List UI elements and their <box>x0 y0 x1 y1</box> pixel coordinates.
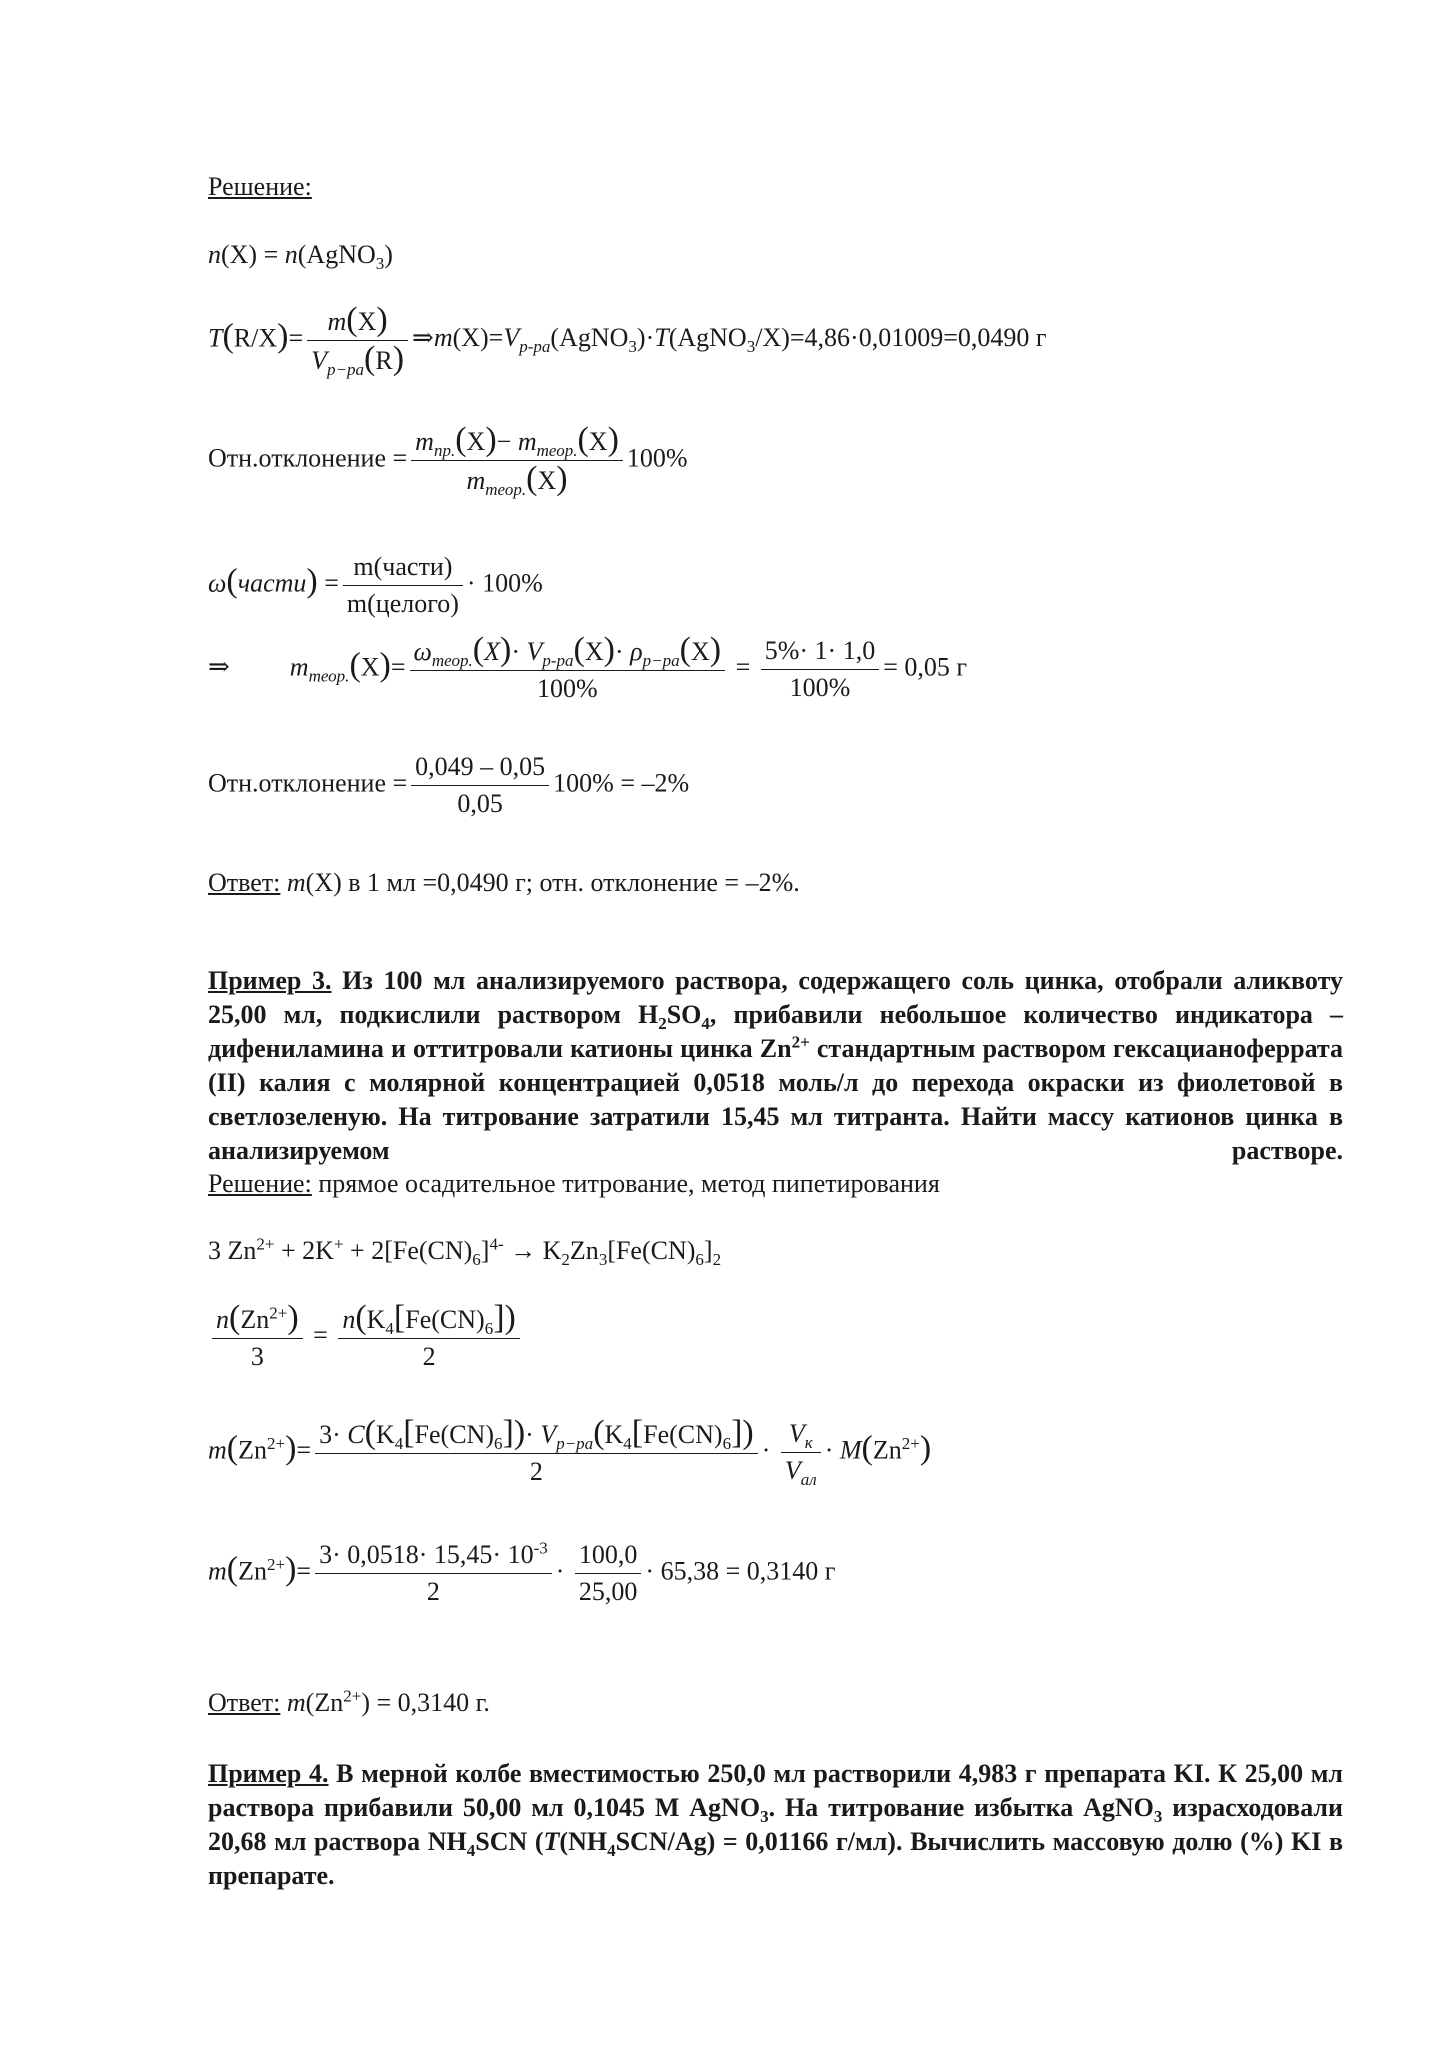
example-3-statement: Пример 3. Из 100 мл анализируемого раствора, содержащего соль цинка, отобрали аликвоту 25,00 мл, подкислили раствором $H_2SO_4$, прибавили небольшое количество индикатора – дифениламина и оттитровали катионы цинка $Zn^{2+}$ стандартным раствором гексацианоферрата (II) калия с молярной концентрацией 0,0518 моль/л до перехода окраски из фиолетовой в светлозеленую. На титрование затратили 15,45 мл титранта. Найти массу катионов цинка в анализируемом растворе. <box>208 966 1344 1165</box>
deviation-calc: Отн.отклонение = $\frac{0,049 - 0,05}{0,05}$ 100% = –2% <box>208 752 690 818</box>
mass-formula: $m(Zn^{2+})=$ $\frac{3\cdot C(K_4[Fe(CN)_6])\cdot V_{р-ра}(K_4[Fe(CN)_6])}{2}$ · $\frac{V_к}{V_{ал}}$ · $M(Zn^{2+})$ <box>208 1414 932 1490</box>
example-4-statement: Пример 4. В мерной колбе вместимостью 250,0 мл растворили 4,983 г препарата KI. К 25,00 мл раствора прибавили 50,00 мл 0,1045 М AgNO$_3$. На титрование избытка AgNO$_3$ израсходовали 20,68 мл раствора $NH_4SCN$ ($T(NH_4SCN/Ag) = 0,01166$ г/мл). Вычислить массовую долю (%) KI в препарате. <box>208 1759 1344 1890</box>
stoichiometry-ratio: $\frac{n(Zn^{2+})}{3}$ = $\frac{n(K_4[Fe(CN)_6])}{2}$ <box>208 1303 524 1372</box>
answer-1: Ответ: m(X) в 1 мл =0,0490 г; отн. отклонение = –2%. <box>208 868 800 897</box>
mass-calculation: $m(Zn^{2+})=$ $\frac{3\cdot 0,0518\cdot 15,45\cdot 10^{-3}}{2}$ · $\frac{100,0}{25,00}$ · 65,38 = 0,3140 г <box>208 1538 836 1606</box>
deviation-formula: Отн.отклонение = $\frac{m_{пр.}(X)- m_{теор.}(X)}{m_{теор.}(X)}$ 100% <box>208 421 688 500</box>
answer-2: Ответ: $m(Zn^{2+}) = 0,3140$ г. <box>208 1686 490 1717</box>
solution-heading: Решение: <box>208 172 312 201</box>
equation-titer: T(R/X)= $\frac{m(X)}{V_{р-ра}(R)}$ $\Rightarrow m(X)=V_{р-ра}(AgNO_3)\cdot T(AgNO_3/X)=4,86\cdot 0,01009=0,0490$ г <box>208 301 1047 380</box>
example-3-solution: Решение: прямое осадительное титрование, метод пипетирования <box>208 1169 940 1198</box>
mteor-formula: ⇒ $m_{теор.}(X)=$ $\frac{\omega_{теор.}(X)\cdot V_{р-ра}(X)\cdot \rho_{р-ра}(X)}{100\%}$ = $\frac{5\%\cdot 1\cdot 1,0}{100\%}$ = 0,05 г <box>208 631 968 703</box>
reaction-equation: 3 $Zn^{2+} + 2K^+ + 2[Fe(CN)_6]^{4-} \to K_2Zn_3[Fe(CN)_6]_2$ <box>208 1234 722 1270</box>
omega-formula: ω(части) = $\frac{\text{m(части)}}{\text{m(целого)}}$ · 100% <box>208 552 543 618</box>
equation-n: n(X) = n(AgNO$_3$) <box>208 240 393 274</box>
